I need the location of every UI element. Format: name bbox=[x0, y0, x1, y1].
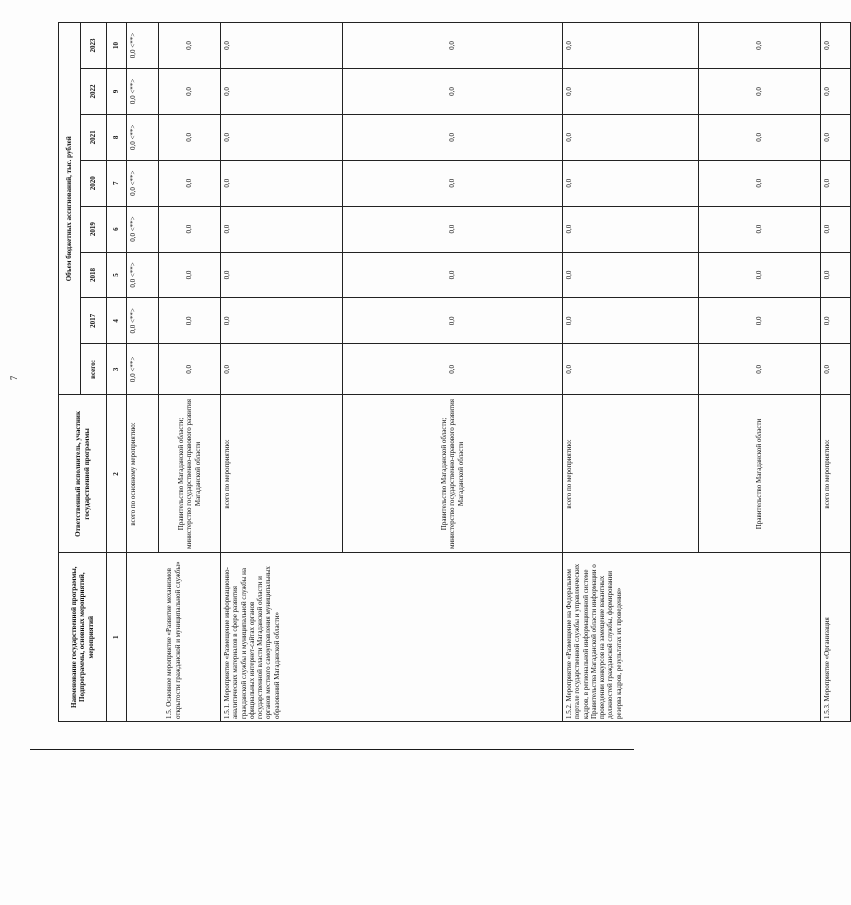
value-year-cell: 0,0 <**> bbox=[127, 114, 159, 160]
column-number: 10 bbox=[107, 23, 127, 69]
value-year-cell: 0,0 bbox=[159, 23, 221, 69]
value-total-cell: 0,0 bbox=[563, 344, 699, 395]
responsible-cell: всего по мероприятию: bbox=[221, 395, 343, 553]
value-year-cell: 0,0 bbox=[563, 252, 699, 298]
header-year: 2022 bbox=[81, 69, 107, 115]
table-row bbox=[127, 23, 159, 722]
value-year-cell: 0,0 bbox=[563, 114, 699, 160]
value-year-cell: 0,0 bbox=[821, 298, 851, 344]
header-year: 2019 bbox=[81, 206, 107, 252]
value-total-cell: 0,0 bbox=[821, 344, 851, 395]
table-row bbox=[821, 23, 851, 722]
column-number: 3 bbox=[107, 344, 127, 395]
responsible-cell: Правительство Магаданской области; министерство государственно-правового развития Магаданской области bbox=[159, 395, 221, 553]
value-year-cell: 0,0 bbox=[821, 206, 851, 252]
value-year-cell: 0,0 bbox=[821, 114, 851, 160]
header-total: всего: bbox=[81, 344, 107, 395]
header-responsible: Ответственный исполнитель, участник государственной программы bbox=[59, 395, 107, 553]
value-year-cell: 0,0 bbox=[699, 206, 821, 252]
value-year-cell: 0,0 bbox=[563, 23, 699, 69]
value-year-cell: 0,0 <**> bbox=[127, 69, 159, 115]
value-year-cell: 0,0 bbox=[699, 23, 821, 69]
header-budget: Объем бюджетных ассигнований, тыс. рублей bbox=[59, 23, 81, 395]
header-year: 2021 bbox=[81, 114, 107, 160]
value-year-cell: 0,0 bbox=[821, 23, 851, 69]
column-number: 1 bbox=[107, 553, 127, 722]
value-year-cell: 0,0 bbox=[159, 114, 221, 160]
header-year: 2023 bbox=[81, 23, 107, 69]
value-year-cell: 0,0 bbox=[159, 69, 221, 115]
item-name-cell: 1.5. Основное мероприятие «Развитие механизмов открытости гражданской и муниципальной службы» bbox=[127, 553, 221, 722]
value-year-cell: 0,0 bbox=[221, 114, 343, 160]
value-year-cell: 0,0 bbox=[343, 206, 563, 252]
value-year-cell: 0,0 bbox=[563, 206, 699, 252]
value-year-cell: 0,0 bbox=[821, 160, 851, 206]
column-number: 6 bbox=[107, 206, 127, 252]
item-name-cell: 1.5.2. Мероприятие «Размещение на Федеральном портале государственной службы и управленческих кадров, в региональной информационной системе Правительства Магаданской области информации о проведении конкурсов на замещение вакантных должностей гражданской службы, формировании резерва кадров, результатах их проведения» bbox=[563, 553, 821, 722]
value-year-cell: 0,0 bbox=[221, 206, 343, 252]
item-name-cell: 1.5.3. Мероприятие «Организация bbox=[821, 553, 851, 722]
value-year-cell: 0,0 bbox=[699, 252, 821, 298]
value-year-cell: 0,0 bbox=[821, 252, 851, 298]
column-number: 2 bbox=[107, 395, 127, 553]
value-year-cell: 0,0 bbox=[699, 69, 821, 115]
responsible-cell: всего по основному мероприятию: bbox=[127, 395, 159, 553]
column-number: 8 bbox=[107, 114, 127, 160]
column-number: 5 bbox=[107, 252, 127, 298]
value-year-cell: 0,0 bbox=[221, 252, 343, 298]
value-year-cell: 0,0 <**> bbox=[127, 298, 159, 344]
value-year-cell: 0,0 bbox=[343, 298, 563, 344]
responsible-cell: всего по мероприятию: bbox=[821, 395, 851, 553]
responsible-cell: Правительство Магаданской области; министерство государственно-правового развития Магаданской области bbox=[343, 395, 563, 553]
value-year-cell: 0,0 bbox=[159, 160, 221, 206]
value-year-cell: 0,0 bbox=[563, 298, 699, 344]
header-row-top bbox=[59, 23, 81, 722]
value-year-cell: 0,0 <**> bbox=[127, 23, 159, 69]
value-total-cell: 0,0 bbox=[343, 344, 563, 395]
value-year-cell: 0,0 bbox=[221, 160, 343, 206]
value-year-cell: 0,0 <**> bbox=[127, 160, 159, 206]
value-year-cell: 0,0 <**> bbox=[127, 206, 159, 252]
responsible-cell: всего по мероприятию: bbox=[563, 395, 699, 553]
column-number-row bbox=[107, 23, 127, 722]
value-year-cell: 0,0 bbox=[563, 69, 699, 115]
value-year-cell: 0,0 bbox=[343, 160, 563, 206]
responsible-cell: Правительство Магаданской области bbox=[699, 395, 821, 553]
value-year-cell: 0,0 bbox=[159, 298, 221, 344]
header-year: 2020 bbox=[81, 160, 107, 206]
value-year-cell: 0,0 bbox=[159, 252, 221, 298]
value-year-cell: 0,0 bbox=[343, 252, 563, 298]
header-year: 2018 bbox=[81, 252, 107, 298]
table-row bbox=[221, 23, 343, 722]
value-year-cell: 0,0 bbox=[699, 114, 821, 160]
column-number: 4 bbox=[107, 298, 127, 344]
rotated-table-container bbox=[58, 22, 831, 722]
value-total-cell: 0,0 <**> bbox=[127, 344, 159, 395]
value-year-cell: 0,0 bbox=[699, 160, 821, 206]
table-row bbox=[563, 23, 699, 722]
item-name-cell: 1.5.1. Мероприятие «Размещение информационно-аналитических материалов в сфере развития гражданской службы и муниципальной службы на официальных интернет-сайтах органов государственной власти Магаданской области и органов местного самоуправления муниципальных образований Магаданской области» bbox=[221, 553, 563, 722]
page-number: 7 bbox=[9, 375, 19, 381]
value-year-cell: 0,0 bbox=[343, 114, 563, 160]
value-total-cell: 0,0 bbox=[159, 344, 221, 395]
value-total-cell: 0,0 bbox=[221, 344, 343, 395]
value-year-cell: 0,0 bbox=[343, 23, 563, 69]
value-year-cell: 0,0 bbox=[343, 69, 563, 115]
value-year-cell: 0,0 bbox=[221, 298, 343, 344]
value-year-cell: 0,0 bbox=[821, 69, 851, 115]
value-year-cell: 0,0 bbox=[563, 160, 699, 206]
value-total-cell: 0,0 bbox=[699, 344, 821, 395]
column-number: 9 bbox=[107, 69, 127, 115]
column-number: 7 bbox=[107, 160, 127, 206]
budget-table bbox=[58, 22, 851, 722]
value-year-cell: 0,0 bbox=[699, 298, 821, 344]
value-year-cell: 0,0 bbox=[221, 23, 343, 69]
value-year-cell: 0,0 bbox=[159, 206, 221, 252]
scan-edge-line bbox=[30, 749, 634, 750]
value-year-cell: 0,0 <**> bbox=[127, 252, 159, 298]
value-year-cell: 0,0 bbox=[221, 69, 343, 115]
header-year: 2017 bbox=[81, 298, 107, 344]
header-name: Наименование государственной программы, Подпрограммы, основных мероприятий, мероприятий bbox=[59, 553, 107, 722]
budget-table-wrapper bbox=[58, 22, 831, 722]
